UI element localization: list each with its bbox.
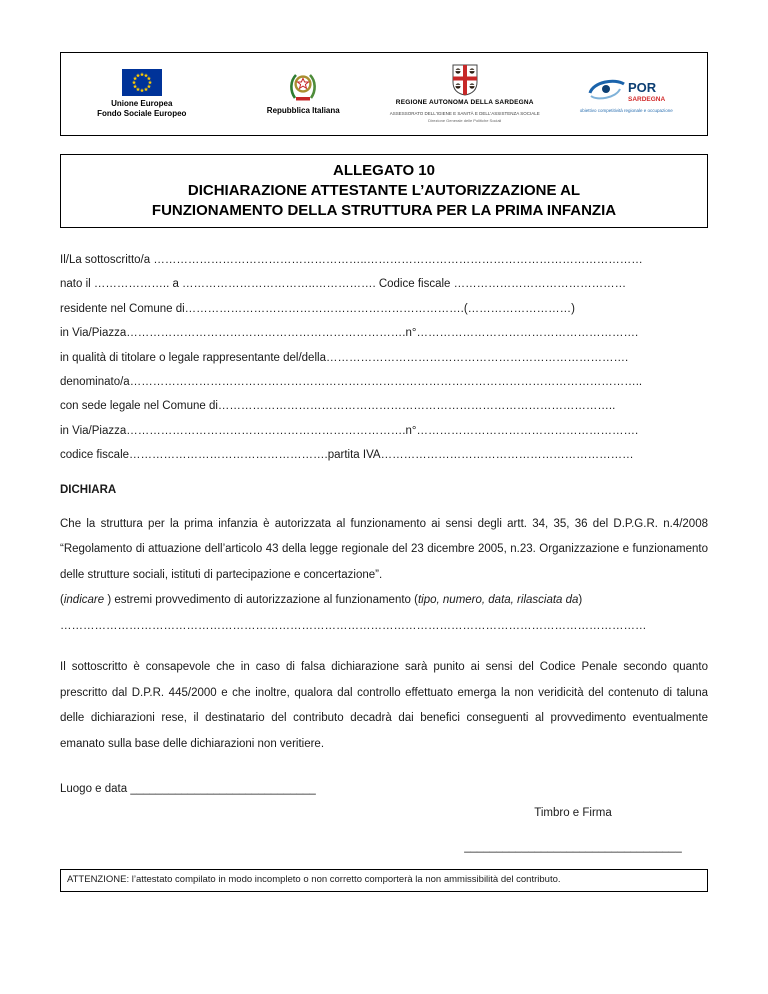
sardegna-sub2: Direzione Generale delle Politiche Sociali [428,118,502,124]
form-line-qualita: in qualità di titolare o legale rappresentante del/della……………………………………………………………………. [60,351,629,364]
form-line-sottoscritto: Il/La sottoscritto/a ………………………………………………..……………………………………………………………… [60,254,643,266]
sardegna-logo-block [384,53,546,135]
title-line1: ALLEGATO 10 [333,162,435,179]
logo-header [60,52,708,136]
authorization-paragraph [60,512,708,589]
eu-label-line1: Unione Europea [111,98,173,108]
italy-emblem-icon [288,71,318,103]
form-line-residente: residente nel Comune di……………………………………………………………….(………………………) [60,302,576,315]
attention-notice-box [60,869,708,891]
indicare-pre: ( [60,594,64,607]
sardegna-label: REGIONE AUTONOMA DELLA SARDEGNA [395,99,534,107]
sardegna-emblem-icon [452,64,478,96]
por-subtext: SARDEGNA [628,95,666,103]
eu-label [97,99,186,120]
applicant-form-block [60,248,708,468]
form-line-codice-fiscale: codice fiscale…………………………………………….partita IVA………………………………………………………… [60,449,634,462]
eu-flag-icon [122,69,162,96]
attention-notice-text: ATTENZIONE: l’attestato compilato in modo incompleto o non corretto comporterà la non ammissibilità del contributo. [67,874,561,886]
form-line-via1: in Via/Piazza……………………………………………………………….n°…………………………………………………. [60,327,639,340]
por-tagline: obiettivo competitività regionale e occupazione [579,107,673,113]
signature-block [438,807,708,853]
legal-warning-paragraph: Il sottoscritto è consapevole che in caso di falsa dichiarazione sarà punito ai sensi del Codice Penale secondo quanto prescritto dal D.P.R. 445/2000 e che inoltre, qualora dal controllo effettuato emerga la non veridicità del contenuto di taluna delle dichiarazioni rese, il destinatario del contributo decadrà dai benefici conseguenti al provvedimento eventualmente emanato sulla base delle dichiarazioni non veritiere. [60,661,708,750]
indicare-post: ) [578,594,583,607]
indicare-italic-2: tipo, numero, data, rilasciata da [417,594,579,607]
title-box [60,154,708,228]
italy-logo-block [223,53,385,135]
eu-logo-block [61,53,223,135]
signature-line: __________________________________ [464,841,682,854]
sardegna-sub1: ASSESSORATO DELL'IGIENE E SANITÀ E DELL'ASSISTENZA SOCIALE [389,110,540,116]
authorization-dotted-line: ……………………………………………………………………………………………………………………………………… [60,619,647,632]
italy-label: Repubblica Italiana [266,106,340,116]
por-text: POR [628,79,657,95]
por-logo-block [546,53,708,135]
timbro-e-firma-label: Timbro e Firma [534,807,612,820]
form-line-via2: in Via/Piazza……………………………………………………………….n°…………………………………………………. [60,424,639,437]
form-line-denominato: denominato/a…………………………………………………………………………………………………………………….. [60,376,643,389]
indicare-line [60,588,708,614]
indicare-italic-1: indicare [63,594,108,607]
por-logo-icon [584,75,668,105]
authorization-text: Che la struttura per la prima infanzia è autorizzata al funzionamento ai sensi degli artt. 34, 35, 36 del D.P.G.R. n.4/2008 “Regolamento di attuazione dell’articolo 43 della legge regionale del 23 dicembre 2005, n.23. Organizzazione e funzionamento delle strutture sociali, istituti di partecipazione e concertazione”. [60,517,708,581]
dichiara-heading: DICHIARA [60,483,117,496]
form-line-nato: nato il ……………….. a ……………………………..……………. Codice fiscale ……………………………………… [60,278,627,291]
eu-label-line2: Fondo Sociale Europeo [97,109,187,118]
form-line-sede-legale: con sede legale nel Comune di………………………………………………………………………………………….. [60,400,616,413]
title-line2: DICHIARAZIONE ATTESTANTE L’AUTORIZZAZIONE AL [187,182,581,199]
indicare-mid: ) estremi provvedimento di autorizzazione al funzionamento ( [107,594,418,607]
luogo-e-data-line: Luogo e data _____________________________ [60,783,316,796]
title-line3: FUNZIONAMENTO DELLA STRUTTURA PER LA PRIMA INFANZIA [151,202,617,219]
